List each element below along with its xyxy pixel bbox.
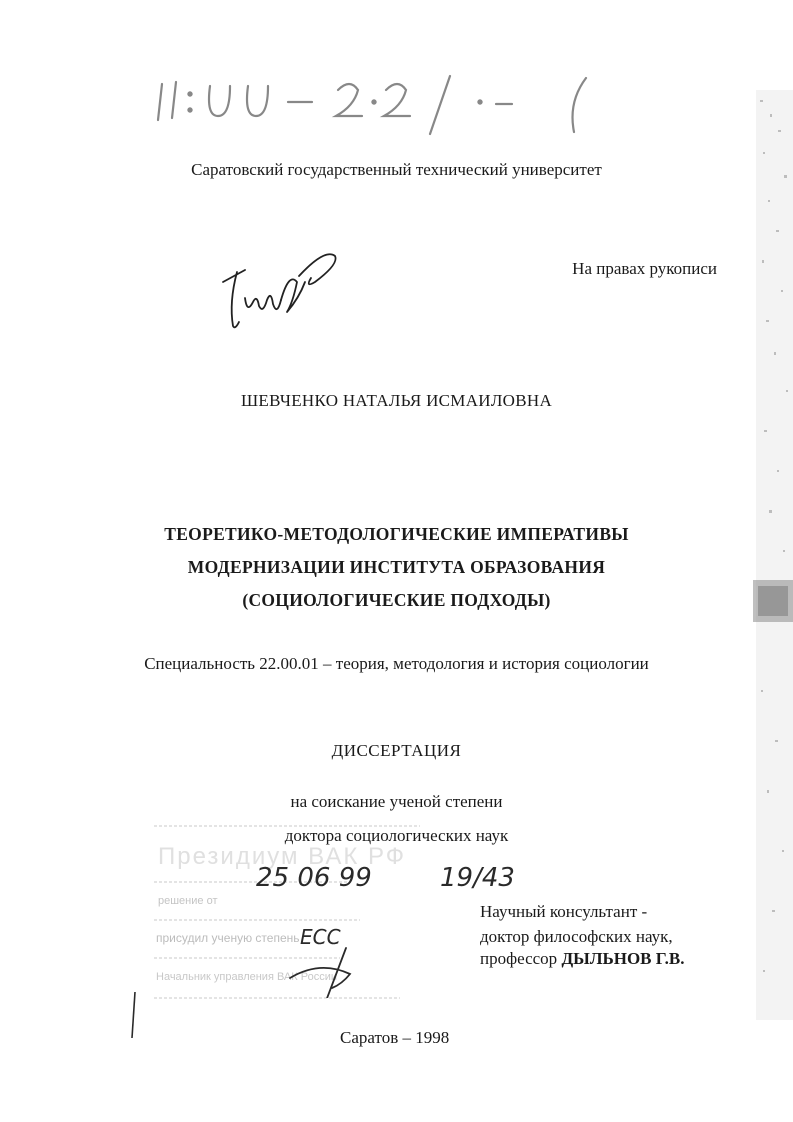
document-type: ДИССЕРТАЦИЯ — [331, 741, 462, 760]
consultant-rank-name — [480, 949, 685, 969]
stamp-date: 25 06 99 — [256, 863, 372, 893]
scan-edge-noise — [748, 90, 793, 1020]
dissertation-title-line-3: (СОЦИОЛОГИЧЕСКИЕ ПОДХОДЫ) — [242, 590, 551, 610]
margin-stroke-icon — [128, 990, 140, 1040]
handwritten-top-note — [150, 72, 610, 142]
consultant-role: Научный консультант - — [480, 902, 648, 921]
degree-line-1: на соискание ученой степени — [290, 792, 503, 811]
handwritten-stamp-note — [250, 848, 570, 998]
dissertation-title-line-2: МОДЕРНИЗАЦИИ ИНСТИТУТА ОБРАЗОВАНИЯ — [187, 557, 606, 577]
degree-line-2: доктора социологических наук — [284, 826, 509, 845]
city-year: Саратов – 1998 — [340, 1028, 450, 1047]
dissertation-title-line-1: ТЕОРЕТИКО-МЕТОДОЛОГИЧЕСКИЕ ИМПЕРАТИВЫ — [164, 524, 629, 544]
university-name: Саратовский государственный технический университет — [191, 160, 602, 179]
stamp-text-line-2: решение от — [158, 895, 218, 907]
manuscript-rights-note: На правах рукописи — [572, 259, 717, 278]
stamp-mark: ECC — [300, 925, 341, 949]
author-name: ШЕВЧЕНКО НАТАЛЬЯ ИСМАИЛОВНА — [240, 391, 553, 410]
stamp-text-line-1: Президиум ВАК РФ — [158, 843, 406, 870]
stamp-text-line-3: присудил ученую степень — [156, 931, 300, 945]
author-signature — [215, 242, 345, 337]
consultant-name: ДЫЛЬНОВ Г.В. — [561, 949, 685, 968]
stamp-text-line-4: Начальник управления ВАК России — [156, 971, 337, 983]
specialty-line: Специальность 22.00.01 – теория, методология и история социологии — [144, 654, 649, 673]
consultant-rank: профессор — [480, 949, 558, 968]
stamp-number: 19/43 — [440, 863, 515, 893]
consultant-degree: доктор философских наук, — [480, 927, 673, 946]
